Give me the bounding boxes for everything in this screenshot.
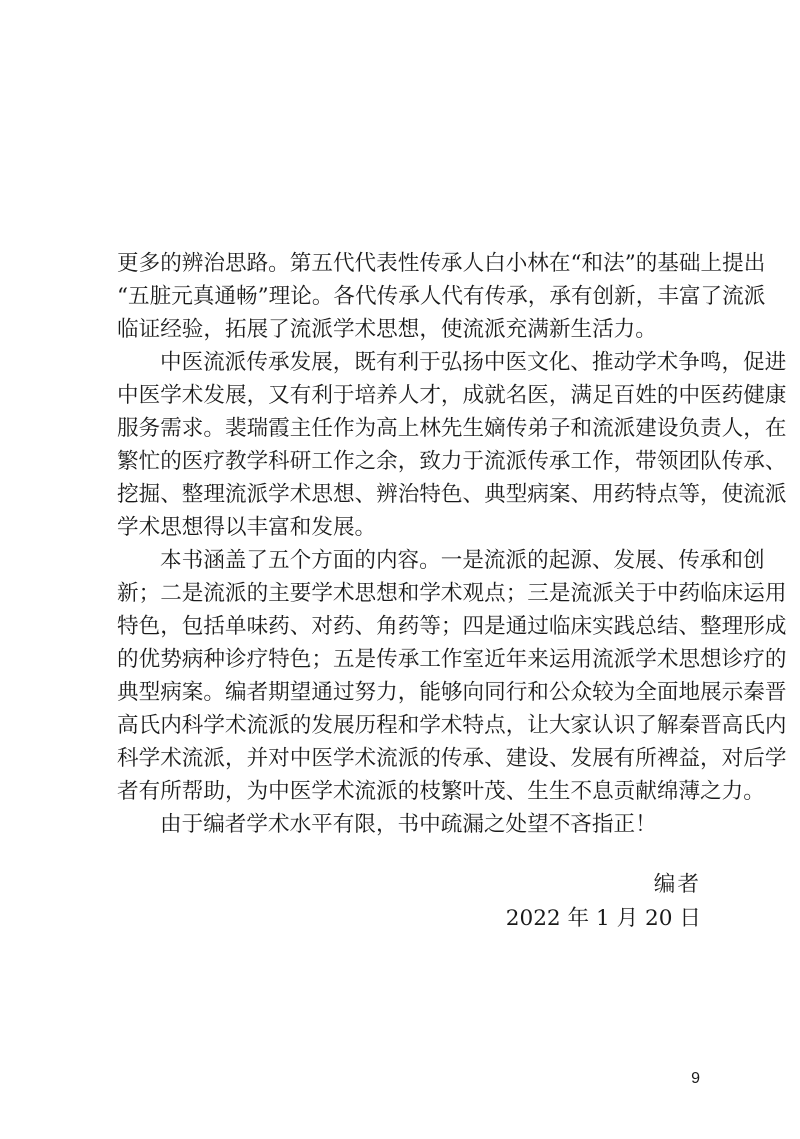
- text-line: 的优势病种诊疗特色；五是传承工作室近年来运用流派学术思想诊疗的: [117, 647, 787, 672]
- paragraph-first-line: 本书涵盖了五个方面的内容。一是流派的起源、发展、传承和创: [160, 548, 765, 573]
- text-line: 者有所帮助，为中医学术流派的枝繁叶茂、生生不息贡献绵薄之力。: [117, 779, 765, 804]
- text-line: 典型病案。编者期望通过努力，能够向同行和公众较为全面地展示秦晋: [117, 680, 787, 705]
- text-line: 科学术流派，并对中医学术流派的传承、建设、发展有所裨益，对后学: [117, 746, 787, 771]
- paragraph-first-line: 由于编者学术水平有限，书中疏漏之处望不吝指正！: [160, 812, 657, 837]
- page-number: 9: [691, 1070, 700, 1087]
- text-line: 高氏内科学术流派的发展历程和学术特点，让大家认识了解秦晋高氏内: [117, 713, 787, 738]
- text-line: 挖掘、整理流派学术思想、辨治特色、典型病案、用药特点等，使流派: [117, 482, 787, 507]
- text-line: 中医学术发展，又有利于培养人才，成就名医，满足百姓的中医药健康: [117, 383, 787, 408]
- text-line: 学术思想得以丰富和发展。: [117, 515, 377, 540]
- paragraph-first-line: 中医流派传承发展，既有利于弘扬中医文化、推动学术争鸣，促进: [160, 350, 787, 375]
- text-line: 更多的辨治思路。第五代代表性传承人白小林在“和法”的基础上提出: [117, 251, 766, 276]
- text-line: 服务需求。裴瑞霞主任作为高上林先生嫡传弟子和流派建设负责人，在: [117, 416, 787, 441]
- text-line: 新；二是流派的主要学术思想和学术观点；三是流派关于中药临床运用: [117, 581, 787, 606]
- text-line: 临证经验，拓展了流派学术思想，使流派充满新生活力。: [117, 317, 657, 342]
- body-text: [117, 247, 787, 841]
- signature-author: 编者: [653, 872, 701, 897]
- text-line: 繁忙的医疗教学科研工作之余，致力于流派传承工作，带领团队传承、: [117, 449, 787, 474]
- text-line: 特色，包括单味药、对药、角药等；四是通过临床实践总结、整理形成: [117, 614, 787, 639]
- text-line: “五脏元真通畅”理论。各代传承人代有传承，承有创新，丰富了流派: [117, 284, 766, 309]
- signature-date: 2022 年 1 月 20 日: [505, 906, 701, 931]
